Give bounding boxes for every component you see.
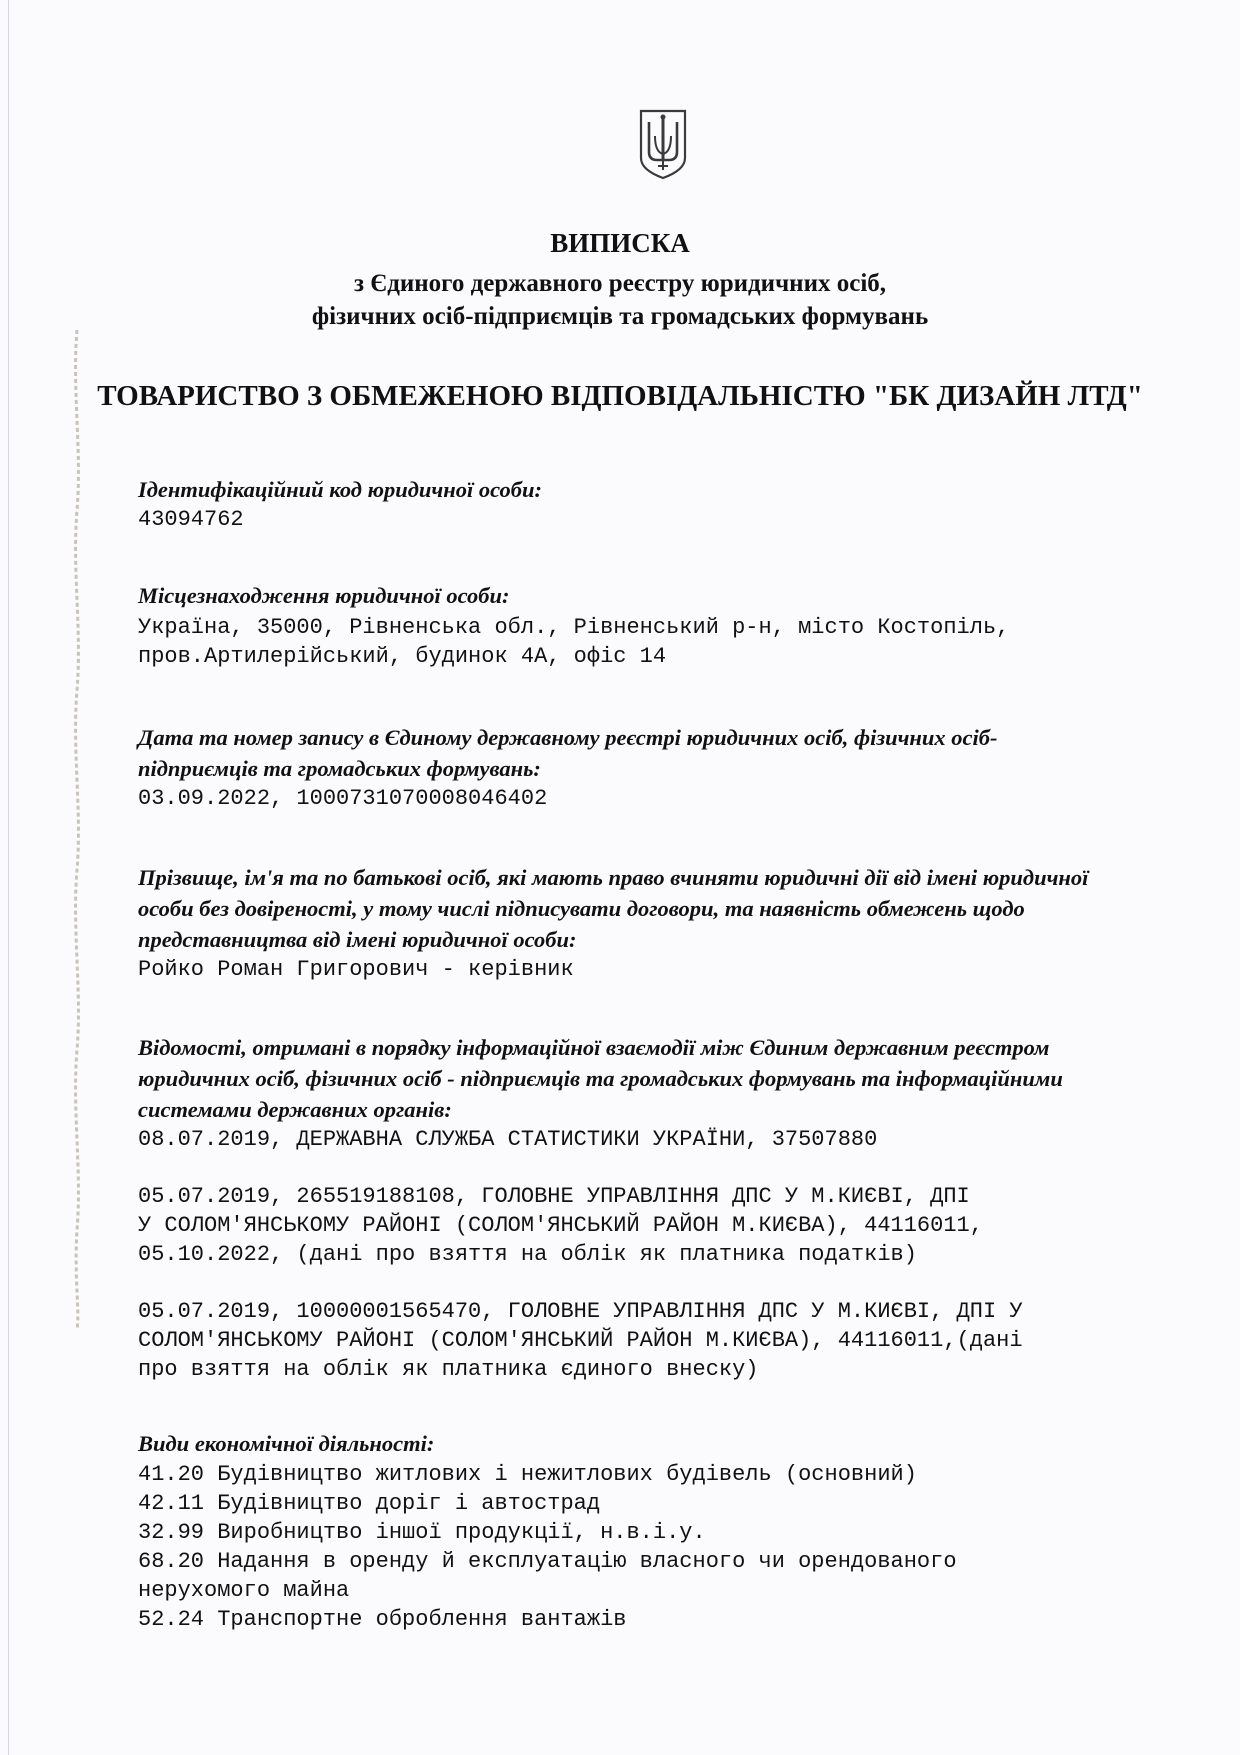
authorized-persons-label-line2: особи без довіреності, у тому числі підписувати договори, та наявність обмежень щодо — [138, 896, 1025, 921]
interaction-entry-3-line3: про взяття на облік як платника єдиного внеску) — [138, 1357, 759, 1382]
authorized-persons-label-line3: представництва від імені юридичної особи: — [138, 927, 577, 952]
interaction-info-label-line3: системами державних органів: — [138, 1097, 452, 1122]
page-edge — [8, 0, 9, 1755]
economic-activity-item: 42.11 Будівництво доріг і автострад — [138, 1491, 601, 1516]
identification-code-value: 43094762 — [138, 507, 244, 532]
authorized-persons-label-line1: Прізвище, ім'я та по батькові осіб, які мають право вчиняти юридичні дії від імені юридичної — [138, 865, 1089, 890]
economic-activities-label: Види економічної діяльності: — [138, 1431, 435, 1456]
authorized-persons-value: Ройко Роман Григорович - керівник — [138, 957, 574, 982]
document-subtitle-line2: фізичних осіб-підприємців та громадських формувань — [311, 303, 929, 330]
identification-code-label: Ідентифікаційний код юридичної особи: — [138, 477, 543, 502]
interaction-entry-3-line2: СОЛОМ'ЯНСЬКОМУ РАЙОНІ (СОЛОМ'ЯНСЬКИЙ РАЙОН М.КИЄВА), 44116011,(дані — [138, 1328, 1023, 1353]
registration-label-line1: Дата та номер запису в Єдиному державному реєстрі юридичних осіб, фізичних осіб- — [138, 725, 998, 750]
interaction-entry-2-line1: 05.07.2019, 265519188108, ГОЛОВНЕ УПРАВЛІННЯ ДПС У М.КИЄВІ, ДПІ — [138, 1184, 970, 1209]
interaction-info-label-line1: Відомості, отримані в порядку інформаційної взаємодії між Єдиним державним реєстром — [138, 1035, 1050, 1060]
interaction-entry-2-line3: 05.10.2022, (дані про взяття на облік як платника податків) — [138, 1242, 917, 1267]
binding-thread — [70, 330, 84, 1330]
economic-activity-item: 41.20 Будівництво житлових і нежитлових будівель (основний) — [138, 1462, 917, 1487]
location-value-line1: Україна, 35000, Рівненська обл., Рівненський р-н, місто Костопіль, — [138, 615, 1010, 640]
location-label: Місцезнаходження юридичної особи: — [138, 583, 510, 608]
registration-label-line2: підприємців та громадських формувань: — [138, 756, 541, 781]
interaction-info-label-line2: юридичних осіб, фізичних осіб - підприємців та громадських формувань та інформаційними — [138, 1066, 1063, 1091]
interaction-entry-2-line2: У СОЛОМ'ЯНСЬКОМУ РАЙОНІ (СОЛОМ'ЯНСЬКИЙ РАЙОН М.КИЄВА), 44116011, — [138, 1213, 983, 1238]
interaction-entry-1-line1: 08.07.2019, ДЕРЖАВНА СЛУЖБА СТАТИСТИКИ УКРАЇНИ, 37507880 — [138, 1127, 878, 1152]
document-title: ВИПИСКА — [550, 228, 690, 258]
economic-activity-item: 32.99 Виробництво іншої продукції, н.в.і.у. — [138, 1520, 706, 1545]
organization-name: ТОВАРИСТВО З ОБМЕЖЕНОЮ ВІДПОВІДАЛЬНІСТЮ "БК ДИЗАЙН ЛТД" — [97, 380, 1143, 412]
document-subtitle-line1: з Єдиного державного реєстру юридичних осіб, — [353, 270, 887, 297]
coat-of-arms-icon — [638, 108, 688, 180]
registration-value: 03.09.2022, 1000731070008046402 — [138, 786, 548, 811]
economic-activity-item: 52.24 Транспортне оброблення вантажів — [138, 1607, 627, 1632]
economic-activity-item: нерухомого майна — [138, 1578, 350, 1603]
location-value-line2: пров.Артилерійський, будинок 4А, офіс 14 — [138, 644, 667, 669]
economic-activity-item: 68.20 Надання в оренду й експлуатацію власного чи орендованого — [138, 1549, 957, 1574]
interaction-entry-3-line1: 05.07.2019, 10000001565470, ГОЛОВНЕ УПРАВЛІННЯ ДПС У М.КИЄВІ, ДПІ У — [138, 1299, 1023, 1324]
